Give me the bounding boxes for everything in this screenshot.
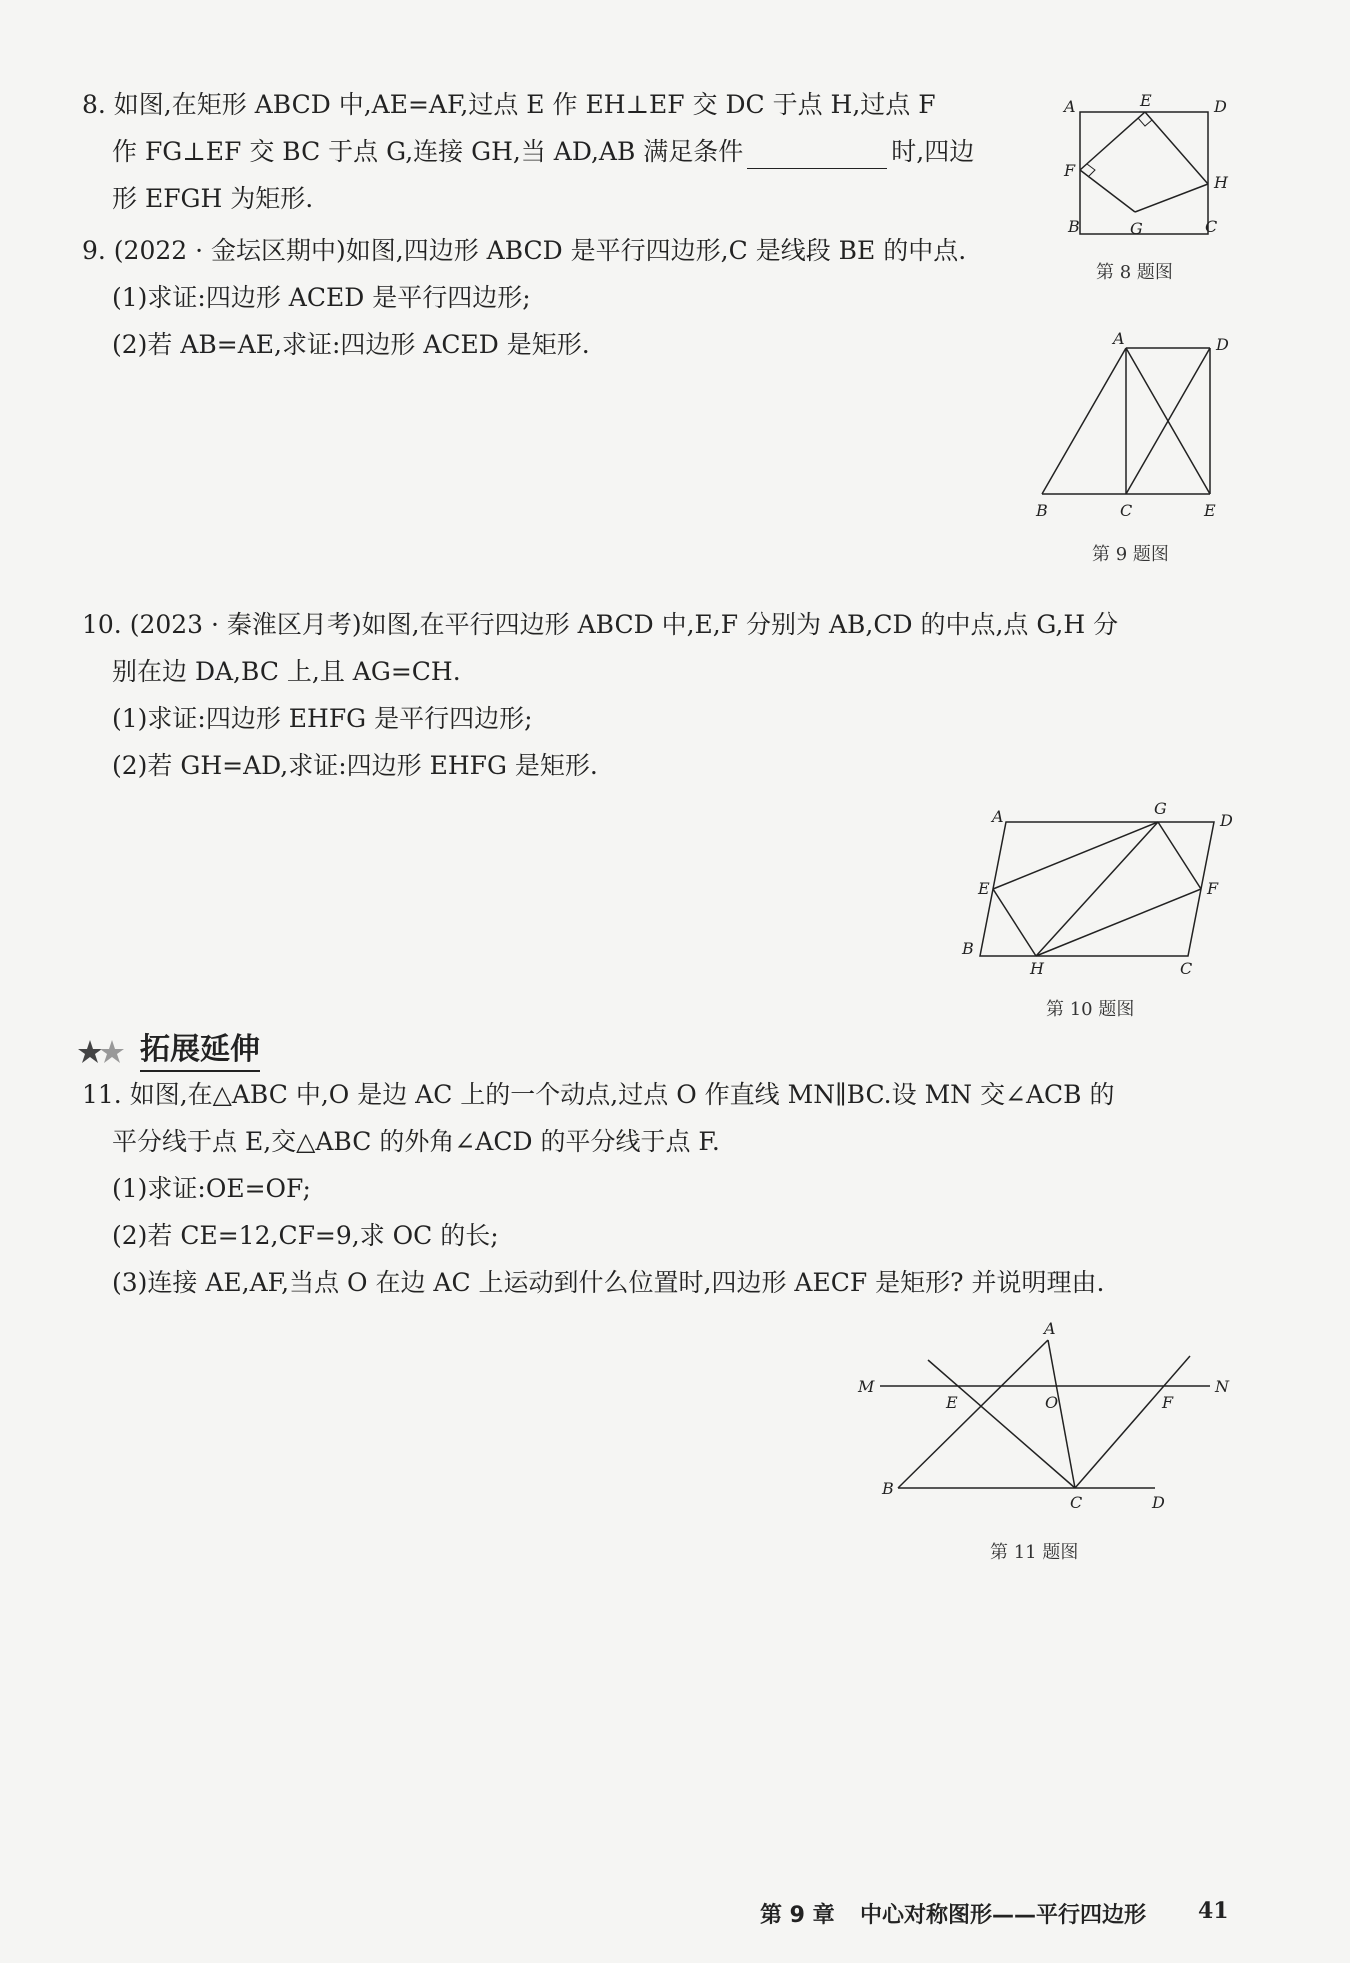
label-b: B (1036, 501, 1048, 520)
q8-line-2b: 时,四边 (891, 137, 975, 166)
label-e: E (1204, 501, 1216, 520)
segment-gh (1036, 822, 1158, 956)
q8-line-1: 8. 如图,在矩形 ABCD 中,AE=AF,过点 E 作 EH⊥EF 交 DC 于点 H,过点 F (82, 90, 936, 119)
rectangle-abcd (1080, 112, 1208, 234)
segment-eg (993, 822, 1158, 889)
q8-figure (1050, 90, 1230, 240)
q11-line-2: 平分线于点 E,交△ABC 的外角∠ACD 的平分线于点 F. (112, 1127, 720, 1156)
label-a: A (992, 807, 1004, 826)
q8-line-3: 形 EFGH 为矩形. (112, 184, 314, 213)
segment-gf (1158, 822, 1201, 889)
label-a: A (1044, 1319, 1056, 1338)
q9-caption: 第 9 题图 (1092, 544, 1169, 565)
label-c: C (1070, 1493, 1083, 1512)
q10-line-1: 10. (2023 · 秦淮区月考)如图,在平行四边形 ABCD 中,E,F 分别为 AB,CD 的中点,点 G,H 分 (82, 610, 1119, 639)
segment-eh (1145, 112, 1208, 184)
q8-caption: 第 8 题图 (1096, 262, 1173, 283)
answer-blank[interactable] (747, 142, 887, 169)
label-f: F (1207, 879, 1219, 898)
label-a: A (1064, 97, 1076, 116)
q10-line-2: 别在边 DA,BC 上,且 AG=CH. (112, 657, 461, 686)
q11-line-4: (2)若 CE=12,CF=9,求 OC 的长; (112, 1221, 499, 1250)
segment-eh (993, 889, 1036, 956)
label-c: C (1180, 959, 1193, 978)
q9-line-1: 9. (2022 · 金坛区期中)如图,四边形 ABCD 是平行四边形,C 是线段 BE 的中点. (82, 236, 967, 265)
q9-line-3: (2)若 AB=AE,求证:四边形 ACED 是矩形. (112, 330, 590, 359)
label-h: H (1030, 959, 1044, 978)
q10-line-3: (1)求证:四边形 EHFG 是平行四边形; (112, 704, 533, 733)
right-angle-mark-f (1087, 164, 1095, 177)
label-h: H (1214, 173, 1228, 192)
segment-gh (1135, 184, 1208, 212)
label-o: O (1045, 1393, 1059, 1412)
label-c: C (1120, 501, 1133, 520)
segment-ef (1080, 112, 1145, 170)
q8-line-2a: 作 FG⊥EF 交 BC 于点 G,连接 GH,当 AD,AB 满足条件 (112, 137, 744, 166)
label-e: E (978, 879, 990, 898)
label-g: G (1130, 219, 1143, 238)
bisector-cf (1075, 1356, 1190, 1488)
q8-line-2 (112, 135, 974, 169)
page-number: 41 (1198, 1898, 1229, 1924)
segment-ab (1042, 348, 1126, 494)
footer-chapter: 第 9 章 (760, 1903, 835, 1928)
q9-figure (1030, 330, 1240, 525)
footer-title: 中心对称图形——平行四边形 (860, 1903, 1147, 1928)
segment-ac (1048, 1340, 1075, 1488)
label-m: M (858, 1377, 875, 1396)
label-b: B (882, 1479, 894, 1498)
label-g: G (1154, 800, 1167, 818)
label-a: A (1113, 330, 1125, 348)
label-d: D (1220, 811, 1233, 830)
q11-line-3: (1)求证:OE=OF; (112, 1174, 311, 1203)
segment-hf (1036, 889, 1201, 956)
segment-ab (898, 1340, 1048, 1488)
label-d: D (1152, 1493, 1165, 1512)
label-d: D (1216, 335, 1229, 354)
stars-icon (78, 1032, 138, 1072)
label-c: C (1205, 217, 1218, 236)
label-d: D (1214, 97, 1227, 116)
q11-caption: 第 11 题图 (990, 1542, 1079, 1563)
label-b: B (1068, 217, 1080, 236)
q11-line-1: 11. 如图,在△ABC 中,O 是边 AC 上的一个动点,过点 O 作直线 MN∥BC.设 MN 交∠ACB 的 (82, 1080, 1115, 1109)
label-f: F (1064, 161, 1076, 180)
label-e: E (946, 1393, 958, 1412)
label-e: E (1140, 91, 1152, 110)
section-title: 拓展延伸 (140, 1024, 260, 1072)
label-n: N (1215, 1377, 1229, 1396)
label-b: B (962, 939, 974, 958)
q10-figure (950, 800, 1240, 985)
bisector-ce (928, 1360, 1075, 1488)
q10-line-4: (2)若 GH=AD,求证:四边形 EHFG 是矩形. (112, 751, 598, 780)
label-f: F (1162, 1393, 1174, 1412)
right-angle-mark-e (1138, 118, 1152, 126)
q9-line-2: (1)求证:四边形 ACED 是平行四边形; (112, 283, 531, 312)
q11-line-5: (3)连接 AE,AF,当点 O 在边 AC 上运动到什么位置时,四边形 AECF 是矩形? 并说明理由. (112, 1268, 1105, 1297)
q10-caption: 第 10 题图 (1046, 999, 1135, 1020)
q11-figure (850, 1318, 1230, 1523)
